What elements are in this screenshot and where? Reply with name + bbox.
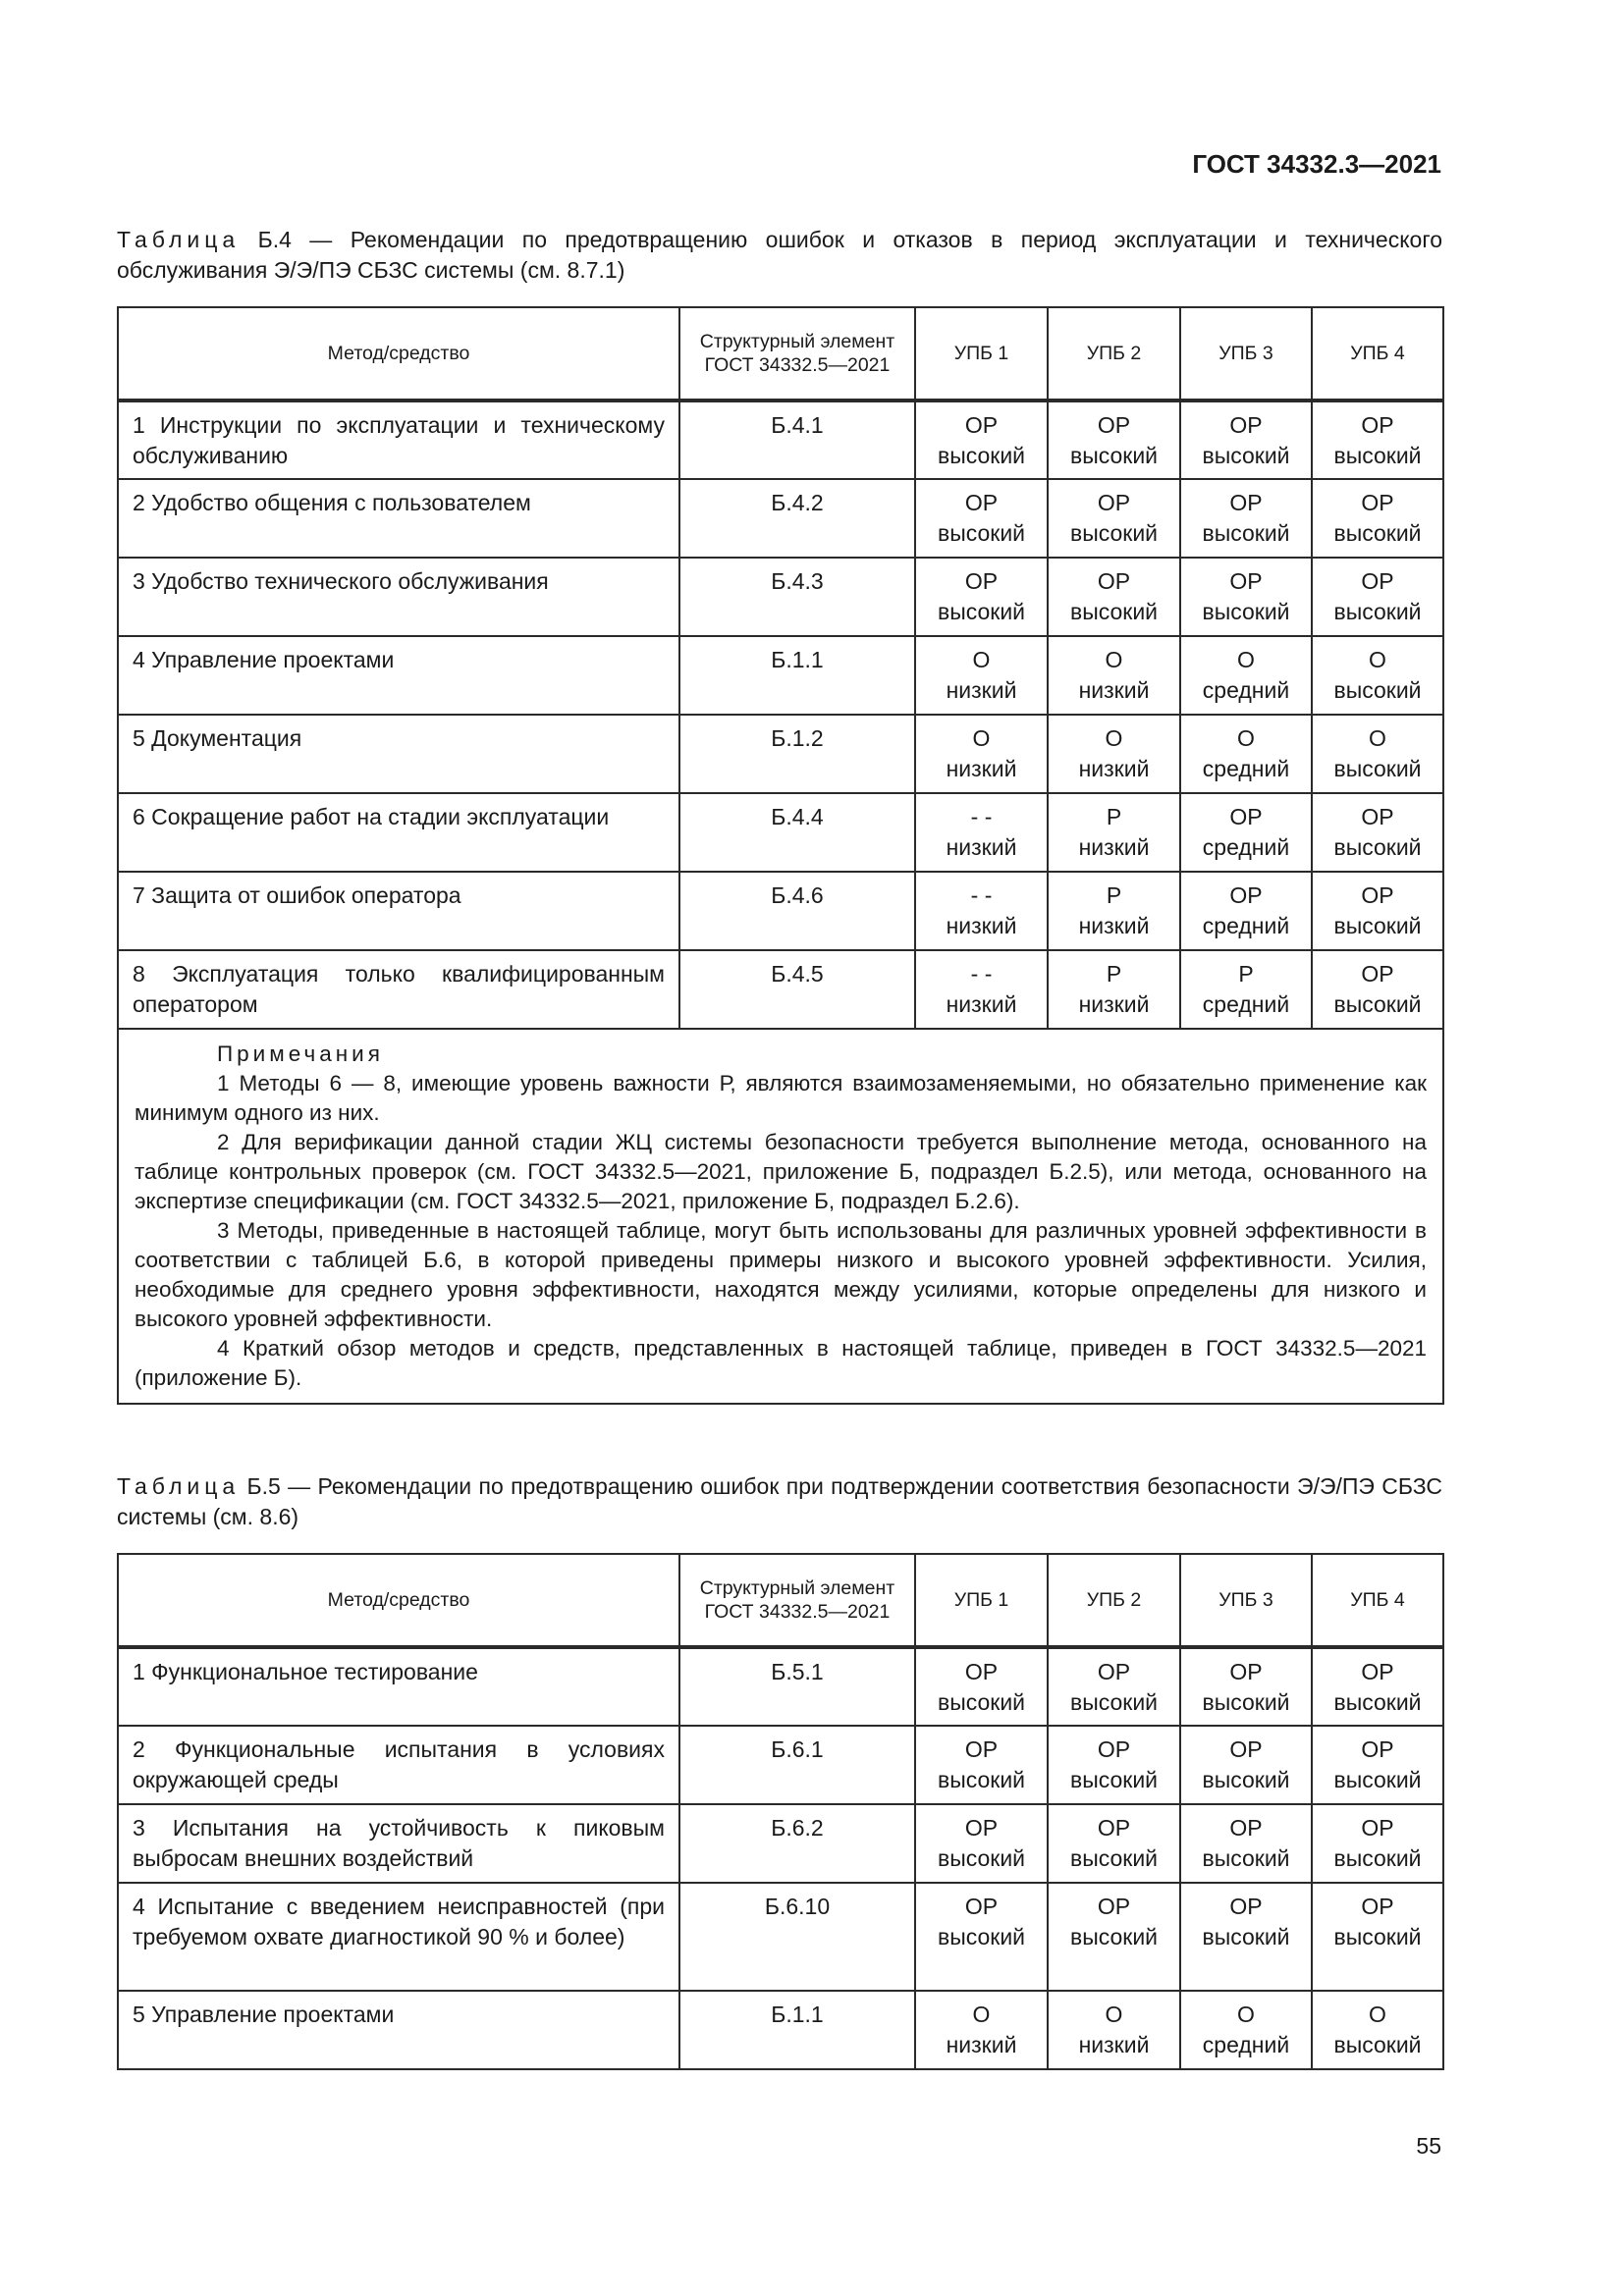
importance-level: ОР <box>1229 882 1263 908</box>
table-row <box>118 872 1443 950</box>
upb2-cell <box>1048 1647 1180 1726</box>
notes-heading: Примечания <box>217 1041 384 1066</box>
effectiveness-level: низкий <box>946 913 1017 938</box>
upb1-cell <box>915 400 1048 479</box>
method-cell: 5 Управление проектами <box>118 1991 679 2069</box>
importance-level: ОР <box>1097 1659 1131 1684</box>
upb2-cell <box>1048 636 1180 715</box>
element-cell: Б.1.1 <box>679 1991 915 2069</box>
note-item: 3 Методы, приведенные в настоящей таблице, могут быть использованы для различных уровней эффективности в соответствии с таблицей Б.6, в которой приведены примеры низкого и высокого уровней эффективности. Усилия, необходимые для среднего уровня эффективности, находятся между усилиями, которые определены для низкого и высокого уровней эффективности. <box>135 1218 1427 1331</box>
table-row <box>118 636 1443 715</box>
element-cell: Б.1.2 <box>679 715 915 793</box>
importance-level: ОР <box>1361 412 1394 438</box>
upb1-cell <box>915 715 1048 793</box>
upb3-cell <box>1180 1726 1312 1804</box>
upb1-cell <box>915 1883 1048 1991</box>
effectiveness-level: высокий <box>1202 1845 1290 1871</box>
method-cell: 1 Функциональное тестирование <box>118 1647 679 1726</box>
upb4-cell <box>1312 479 1443 558</box>
element-cell: Б.4.4 <box>679 793 915 872</box>
effectiveness-level: низкий <box>1078 2032 1150 2057</box>
importance-level: ОР <box>964 1736 999 1762</box>
element-cell: Б.4.6 <box>679 872 915 950</box>
effectiveness-level: низкий <box>1078 991 1150 1017</box>
effectiveness-level: низкий <box>946 834 1017 860</box>
table-b4-caption <box>117 225 1442 286</box>
effectiveness-level: высокий <box>1333 1845 1422 1871</box>
effectiveness-level: средний <box>1202 756 1290 781</box>
upb4-cell <box>1312 1647 1443 1726</box>
importance-level: О <box>972 647 991 672</box>
column-header-element: Структурный элемент ГОСТ 34332.5—2021 <box>679 307 915 400</box>
importance-level: ОР <box>1361 490 1394 515</box>
importance-level: ОР <box>1361 961 1394 987</box>
importance-level: Р <box>1238 961 1254 987</box>
upb2-cell <box>1048 872 1180 950</box>
importance-level: ОР <box>964 568 999 594</box>
effectiveness-level: высокий <box>1202 520 1290 546</box>
upb1-cell <box>915 872 1048 950</box>
table-b5 <box>117 1553 1444 2070</box>
importance-level: ОР <box>1229 1659 1263 1684</box>
table-b4-caption-label: Таблица <box>117 227 241 252</box>
upb2-cell <box>1048 793 1180 872</box>
effectiveness-level: низкий <box>946 2032 1017 2057</box>
importance-level: ОР <box>1229 1815 1263 1841</box>
table-row <box>118 1804 1443 1883</box>
importance-level: О <box>972 725 991 751</box>
upb1-cell <box>915 479 1048 558</box>
effectiveness-level: высокий <box>1333 913 1422 938</box>
importance-level: ОР <box>1361 804 1394 829</box>
column-header-upb1: УПБ 1 <box>915 307 1048 400</box>
element-cell: Б.6.10 <box>679 1883 915 1991</box>
effectiveness-level: низкий <box>1078 756 1150 781</box>
table-b4-notes <box>118 1029 1443 1404</box>
table-row <box>118 1883 1443 1991</box>
importance-level: О <box>1105 2002 1123 2027</box>
importance-level: ОР <box>1097 1815 1131 1841</box>
column-header-upb3: УПБ 3 <box>1180 1554 1312 1647</box>
upb1-cell <box>915 1991 1048 2069</box>
importance-level: Р <box>1106 961 1122 987</box>
element-cell: Б.4.2 <box>679 479 915 558</box>
effectiveness-level: высокий <box>1333 991 1422 1017</box>
upb2-cell <box>1048 1726 1180 1804</box>
importance-level: ОР <box>1229 804 1263 829</box>
effectiveness-level: низкий <box>946 677 1017 703</box>
effectiveness-level: высокий <box>1069 1845 1159 1871</box>
table-row <box>118 400 1443 479</box>
importance-level: О <box>1369 2002 1386 2027</box>
importance-level: О <box>972 2002 991 2027</box>
effectiveness-level: высокий <box>1333 677 1422 703</box>
method-cell: 7 Защита от ошибок оператора <box>118 872 679 950</box>
method-cell: 5 Документация <box>118 715 679 793</box>
upb1-cell <box>915 950 1048 1029</box>
importance-level: ОР <box>964 1659 999 1684</box>
importance-level: ОР <box>1361 1894 1394 1919</box>
importance-level: ОР <box>1229 1736 1263 1762</box>
upb2-cell <box>1048 950 1180 1029</box>
table-b4-caption-text: Б.4 — Рекомендации по предотвращению ошибок и отказов в период эксплуатации и технического обслуживания Э/Э/ПЭ СБЗС системы (см. 8.7.1) <box>117 227 1442 283</box>
effectiveness-level: низкий <box>1078 677 1150 703</box>
effectiveness-level: высокий <box>1202 443 1290 468</box>
upb3-cell <box>1180 1804 1312 1883</box>
upb4-cell <box>1312 950 1443 1029</box>
importance-level: О <box>1105 725 1123 751</box>
table-row <box>118 1726 1443 1804</box>
method-cell: 2 Удобство общения с пользователем <box>118 479 679 558</box>
upb4-cell <box>1312 793 1443 872</box>
effectiveness-level: средний <box>1202 2032 1290 2057</box>
importance-level: - - <box>970 804 993 829</box>
element-cell: Б.4.3 <box>679 558 915 636</box>
importance-level: ОР <box>1229 568 1263 594</box>
effectiveness-level: высокий <box>1202 1924 1290 1949</box>
upb1-cell <box>915 1726 1048 1804</box>
note-item: 4 Краткий обзор методов и средств, представленных в настоящей таблице, приведен в ГОСТ 34332.5—2021 (приложение Б). <box>135 1336 1427 1390</box>
table-b5-caption-label: Таблица <box>117 1473 241 1499</box>
upb4-cell <box>1312 400 1443 479</box>
column-header-method: Метод/средство <box>118 1554 679 1647</box>
effectiveness-level: высокий <box>1202 1689 1290 1715</box>
effectiveness-level: высокий <box>1333 2032 1422 2057</box>
effectiveness-level: высокий <box>937 1924 1026 1949</box>
effectiveness-level: высокий <box>1333 520 1422 546</box>
upb2-cell <box>1048 715 1180 793</box>
element-cell: Б.4.1 <box>679 400 915 479</box>
upb2-cell <box>1048 558 1180 636</box>
importance-level: Р <box>1106 804 1122 829</box>
importance-level: ОР <box>1361 1736 1394 1762</box>
effectiveness-level: высокий <box>937 599 1026 624</box>
table-b4 <box>117 306 1444 1405</box>
element-cell: Б.6.2 <box>679 1804 915 1883</box>
table-row <box>118 793 1443 872</box>
method-cell: 3 Испытания на устойчивость к пиковым выбросам внешних воздействий <box>118 1804 679 1883</box>
table-b5-caption-text: Б.5 — Рекомендации по предотвращению ошибок при подтверждении соответствия безопасности Э/Э/ПЭ СБЗС системы (см. 8.6) <box>117 1473 1442 1529</box>
effectiveness-level: низкий <box>946 991 1017 1017</box>
method-cell: 2 Функциональные испытания в условиях окружающей среды <box>118 1726 679 1804</box>
upb2-cell <box>1048 1991 1180 2069</box>
column-header-upb2: УПБ 2 <box>1048 307 1180 400</box>
importance-level: ОР <box>964 1815 999 1841</box>
upb4-cell <box>1312 1726 1443 1804</box>
importance-level: ОР <box>1097 1736 1131 1762</box>
method-cell: 8 Эксплуатация только квалифицированным оператором <box>118 950 679 1029</box>
upb3-cell <box>1180 636 1312 715</box>
effectiveness-level: низкий <box>1078 913 1150 938</box>
element-cell: Б.6.1 <box>679 1726 915 1804</box>
table-row <box>118 558 1443 636</box>
table-row <box>118 479 1443 558</box>
note-item: 1 Методы 6 — 8, имеющие уровень важности Р, являются взаимозаменяемыми, но обязательно применение как минимум одного из них. <box>135 1071 1427 1125</box>
upb3-cell <box>1180 872 1312 950</box>
method-cell: 4 Управление проектами <box>118 636 679 715</box>
upb4-cell <box>1312 1883 1443 1991</box>
table-row <box>118 1991 1443 2069</box>
effectiveness-level: высокий <box>937 1767 1026 1792</box>
importance-level: ОР <box>1097 1894 1131 1919</box>
upb1-cell <box>915 793 1048 872</box>
table-row <box>118 1647 1443 1726</box>
upb4-cell <box>1312 715 1443 793</box>
upb2-cell <box>1048 1804 1180 1883</box>
effectiveness-level: высокий <box>1069 443 1159 468</box>
importance-level: ОР <box>1229 412 1263 438</box>
effectiveness-level: высокий <box>1333 756 1422 781</box>
effectiveness-level: средний <box>1202 834 1290 860</box>
importance-level: О <box>1237 725 1255 751</box>
table-row <box>118 950 1443 1029</box>
importance-level: ОР <box>1229 1894 1263 1919</box>
column-header-upb4: УПБ 4 <box>1312 307 1443 400</box>
importance-level: ОР <box>964 490 999 515</box>
upb3-cell <box>1180 1991 1312 2069</box>
upb4-cell <box>1312 636 1443 715</box>
column-header-upb1: УПБ 1 <box>915 1554 1048 1647</box>
element-cell: Б.4.5 <box>679 950 915 1029</box>
upb3-cell <box>1180 793 1312 872</box>
importance-level: О <box>1369 647 1386 672</box>
element-cell: Б.5.1 <box>679 1647 915 1726</box>
page-number: 55 <box>1416 2133 1441 2159</box>
importance-level: ОР <box>964 1894 999 1919</box>
importance-level: О <box>1237 647 1255 672</box>
table-header-row <box>118 307 1443 400</box>
upb3-cell <box>1180 1883 1312 1991</box>
effectiveness-level: высокий <box>937 1689 1026 1715</box>
effectiveness-level: средний <box>1202 913 1290 938</box>
effectiveness-level: высокий <box>1069 1924 1159 1949</box>
upb2-cell <box>1048 1883 1180 1991</box>
column-header-element: Структурный элемент ГОСТ 34332.5—2021 <box>679 1554 915 1647</box>
upb4-cell <box>1312 872 1443 950</box>
importance-level: ОР <box>1097 490 1131 515</box>
upb1-cell <box>915 1647 1048 1726</box>
importance-level: О <box>1369 725 1386 751</box>
upb4-cell <box>1312 1804 1443 1883</box>
effectiveness-level: высокий <box>1333 1689 1422 1715</box>
method-cell: 1 Инструкции по эксплуатации и техническому обслуживанию <box>118 400 679 479</box>
column-header-upb3: УПБ 3 <box>1180 307 1312 400</box>
upb2-cell <box>1048 479 1180 558</box>
importance-level: ОР <box>1361 1659 1394 1684</box>
effectiveness-level: высокий <box>937 1845 1026 1871</box>
importance-level: ОР <box>1097 568 1131 594</box>
table-header-row <box>118 1554 1443 1647</box>
effectiveness-level: низкий <box>1078 834 1150 860</box>
effectiveness-level: высокий <box>1333 599 1422 624</box>
element-cell: Б.1.1 <box>679 636 915 715</box>
method-cell: 4 Испытание с введением неисправностей (при требуемом охвате диагностикой 90 % и более) <box>118 1883 679 1991</box>
upb3-cell <box>1180 715 1312 793</box>
column-header-upb4: УПБ 4 <box>1312 1554 1443 1647</box>
upb3-cell <box>1180 558 1312 636</box>
upb3-cell <box>1180 950 1312 1029</box>
standard-header: ГОСТ 34332.3—2021 <box>1192 149 1441 179</box>
importance-level: ОР <box>1361 1815 1394 1841</box>
importance-level: ОР <box>964 412 999 438</box>
table-b5-caption <box>117 1471 1442 1532</box>
importance-level: Р <box>1106 882 1122 908</box>
note-item: 2 Для верификации данной стадии ЖЦ системы безопасности требуется выполнение метода, основанного на таблице контрольных проверок (см. ГОСТ 34332.5—2021, приложение Б, подраздел Б.2.5), или метода, основанного на экспертизе спецификации (см. ГОСТ 34332.5—2021, приложение Б, подраздел Б.2.6). <box>135 1130 1427 1213</box>
effectiveness-level: высокий <box>1069 599 1159 624</box>
effectiveness-level: средний <box>1202 991 1290 1017</box>
upb2-cell <box>1048 400 1180 479</box>
effectiveness-level: высокий <box>937 520 1026 546</box>
upb1-cell <box>915 558 1048 636</box>
column-header-upb2: УПБ 2 <box>1048 1554 1180 1647</box>
effectiveness-level: высокий <box>1069 1689 1159 1715</box>
importance-level: ОР <box>1361 568 1394 594</box>
importance-level: ОР <box>1361 882 1394 908</box>
importance-level: ОР <box>1229 490 1263 515</box>
upb1-cell <box>915 636 1048 715</box>
effectiveness-level: высокий <box>937 443 1026 468</box>
importance-level: - - <box>970 961 993 987</box>
upb3-cell <box>1180 1647 1312 1726</box>
importance-level: О <box>1105 647 1123 672</box>
upb3-cell <box>1180 400 1312 479</box>
method-cell: 6 Сокращение работ на стадии эксплуатации <box>118 793 679 872</box>
effectiveness-level: высокий <box>1069 1767 1159 1792</box>
importance-level: ОР <box>1097 412 1131 438</box>
importance-level: О <box>1237 2002 1255 2027</box>
effectiveness-level: высокий <box>1202 599 1290 624</box>
table-b4-notes-row <box>118 1029 1443 1404</box>
effectiveness-level: низкий <box>946 756 1017 781</box>
upb4-cell <box>1312 1991 1443 2069</box>
method-cell: 3 Удобство технического обслуживания <box>118 558 679 636</box>
upb3-cell <box>1180 479 1312 558</box>
effectiveness-level: высокий <box>1333 1924 1422 1949</box>
upb4-cell <box>1312 558 1443 636</box>
effectiveness-level: высокий <box>1069 520 1159 546</box>
effectiveness-level: высокий <box>1333 1767 1422 1792</box>
importance-level: - - <box>970 882 993 908</box>
upb1-cell <box>915 1804 1048 1883</box>
effectiveness-level: средний <box>1202 677 1290 703</box>
column-header-method: Метод/средство <box>118 307 679 400</box>
effectiveness-level: высокий <box>1333 443 1422 468</box>
effectiveness-level: высокий <box>1202 1767 1290 1792</box>
table-row <box>118 715 1443 793</box>
effectiveness-level: высокий <box>1333 834 1422 860</box>
